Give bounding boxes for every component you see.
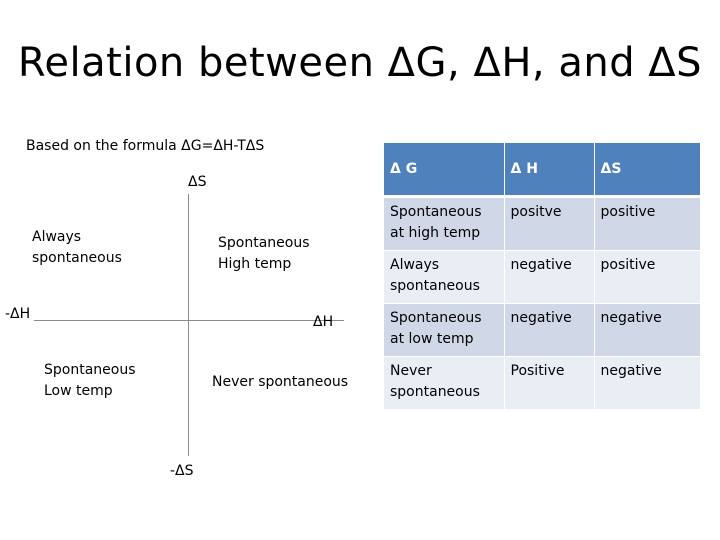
axis-label-delta-h-positive: ΔH (313, 314, 334, 330)
horizontal-axis (34, 320, 344, 321)
table-cell: Spontaneous at high temp (384, 197, 504, 251)
quadrant-line: Spontaneous (44, 362, 136, 378)
column-header: Δ G (384, 143, 504, 197)
quadrant-line: Never spontaneous (212, 374, 349, 390)
page-title: Relation between ΔG, ΔH, and ΔS (17, 40, 703, 86)
formula-label: Based on the formula ΔG=ΔH-TΔS (26, 138, 265, 154)
table-cell: negative (594, 357, 700, 410)
axis-label-delta-h-negative: -ΔH (5, 306, 31, 322)
column-header: ΔS (594, 143, 700, 197)
axis-label-delta-s-positive: ΔS (188, 174, 207, 190)
column-header: Δ H (504, 143, 594, 197)
relation-table (384, 143, 700, 410)
table-row (384, 304, 700, 357)
table-cell: Spontaneous at low temp (384, 304, 504, 357)
quadrant-bottom-right (212, 372, 348, 393)
table-cell: positve (504, 197, 594, 251)
table-cell: Positive (504, 357, 594, 410)
quadrant-line: Always (32, 229, 82, 245)
table-row (384, 357, 700, 410)
table-cell: positive (594, 251, 700, 304)
quadrant-top-right (218, 233, 310, 275)
quadrant-line: Spontaneous (218, 235, 310, 251)
table-cell: Always spontaneous (384, 251, 504, 304)
axis-label-delta-s-negative: -ΔS (170, 463, 194, 479)
vertical-axis (188, 194, 189, 456)
table-row (384, 251, 700, 304)
quadrant-line: spontaneous (32, 250, 122, 266)
table-cell: Never spontaneous (384, 357, 504, 410)
table-cell: negative (504, 251, 594, 304)
table-cell: negative (504, 304, 594, 357)
quadrant-bottom-left (44, 360, 136, 402)
quadrant-line: Low temp (44, 383, 113, 399)
table-cell: negative (594, 304, 700, 357)
table-cell: positive (594, 197, 700, 251)
quadrant-top-left (32, 227, 122, 269)
table-row (384, 197, 700, 251)
table-header-row (384, 143, 700, 197)
quadrant-line: High temp (218, 256, 292, 272)
